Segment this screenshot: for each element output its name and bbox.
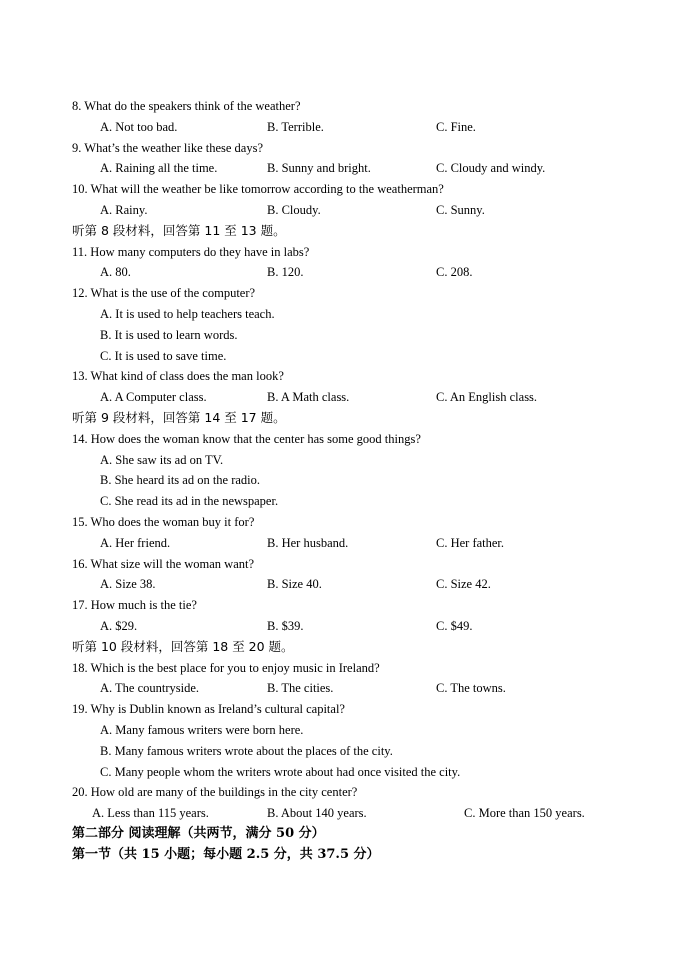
answer-option-c: C. Size 42. <box>436 577 491 592</box>
answer-option-c: C. Sunny. <box>436 202 485 217</box>
answer-option-b: B. $39. <box>267 618 304 633</box>
listening-section-instruction: 听第 9 段材料，回答第 14 至 17 题。 <box>72 409 286 425</box>
answer-option-b: B. The cities. <box>267 681 334 696</box>
answer-option-c: C. More than 150 years. <box>464 806 585 821</box>
question-text: 11. How many computers do they have in labs? <box>72 244 310 259</box>
answer-option-a: A. $29. <box>100 618 138 633</box>
answer-option: A. It is used to help teachers teach. <box>100 306 275 321</box>
question-text: 15. Who does the woman buy it for? <box>72 514 255 529</box>
answer-option-b: B. A Math class. <box>267 390 350 405</box>
answer-option-a: A. Raining all the time. <box>100 161 218 176</box>
question-text: 20. How old are many of the buildings in the city center? <box>72 785 358 800</box>
answer-option-b: B. Size 40. <box>267 577 322 592</box>
question-text: 13. What kind of class does the man look? <box>72 369 284 384</box>
answer-option-b: B. Sunny and bright. <box>267 161 371 176</box>
question-text: 16. What size will the woman want? <box>72 556 255 571</box>
answer-options-row <box>72 262 632 283</box>
answer-options-row <box>72 533 632 554</box>
answer-options-row <box>72 574 632 595</box>
question-text: 19. Why is Dublin known as Ireland’s cultural capital? <box>72 702 345 717</box>
answer-option-c: C. The towns. <box>436 681 506 696</box>
answer-option-a: A. Not too bad. <box>100 119 178 134</box>
question-text: 9. What’s the weather like these days? <box>72 140 264 155</box>
answer-option: C. It is used to save time. <box>100 348 227 363</box>
answer-options-row <box>72 158 632 179</box>
answer-options-row <box>72 803 632 824</box>
question-text: 12. What is the use of the computer? <box>72 286 256 301</box>
answer-options-row <box>72 387 632 408</box>
question-text: 8. What do the speakers think of the weather? <box>72 99 301 113</box>
answer-option-b: B. Cloudy. <box>267 202 321 217</box>
answer-option: B. She heard its ad on the radio. <box>100 473 261 488</box>
listening-section-instruction: 听第 10 段材料，回答第 18 至 20 题。 <box>72 638 294 654</box>
answer-option: C. Many people whom the writers wrote about had once visited the city. <box>100 764 461 779</box>
question-list <box>72 96 632 865</box>
answer-options-row <box>72 616 632 637</box>
answer-option-c: C. An English class. <box>436 390 538 405</box>
answer-option: B. Many famous writers wrote about the places of the city. <box>100 743 393 758</box>
answer-option-b: B. About 140 years. <box>267 806 367 821</box>
section-heading: 第一节（共 15 小题；每小题 2.5 分，共 37.5 分） <box>72 846 380 862</box>
answer-options-row <box>72 117 632 138</box>
answer-option-c: C. 208. <box>436 265 473 280</box>
answer-option: A. She saw its ad on TV. <box>100 452 224 467</box>
question-text: 10. What will the weather be like tomorrow according to the weatherman? <box>72 182 444 197</box>
answer-option-a: A. Her friend. <box>100 535 171 550</box>
answer-option-a: A. The countryside. <box>100 681 200 696</box>
answer-option: C. She read its ad in the newspaper. <box>100 494 279 509</box>
answer-option-c: C. Her father. <box>436 535 505 550</box>
answer-option: B. It is used to learn words. <box>100 327 238 342</box>
answer-option-c: C. Fine. <box>436 119 476 134</box>
answer-option-b: B. Terrible. <box>267 119 324 134</box>
answer-options-row <box>72 200 632 221</box>
listening-section-instruction: 听第 8 段材料，回答第 11 至 13 题。 <box>72 222 286 238</box>
answer-option-a: A. Less than 115 years. <box>92 806 209 821</box>
answer-option-a: A. Rainy. <box>100 202 148 217</box>
question-text: 14. How does the woman know that the center has some good things? <box>72 431 421 446</box>
answer-option-a: A. Size 38. <box>100 577 156 592</box>
answer-options-row <box>72 678 632 699</box>
answer-option-b: B. 120. <box>267 265 304 280</box>
section-heading: 第二部分 阅读理解（共两节，满分 50 分） <box>72 825 325 841</box>
question-text: 18. Which is the best place for you to enjoy music in Ireland? <box>72 660 380 675</box>
answer-option-c: C. $49. <box>436 618 473 633</box>
answer-option-b: B. Her husband. <box>267 535 349 550</box>
question-text: 17. How much is the tie? <box>72 598 197 613</box>
answer-option-c: C. Cloudy and windy. <box>436 161 546 176</box>
answer-option: A. Many famous writers were born here. <box>100 722 304 737</box>
answer-option-a: A. A Computer class. <box>100 390 207 405</box>
answer-option-a: A. 80. <box>100 265 131 280</box>
